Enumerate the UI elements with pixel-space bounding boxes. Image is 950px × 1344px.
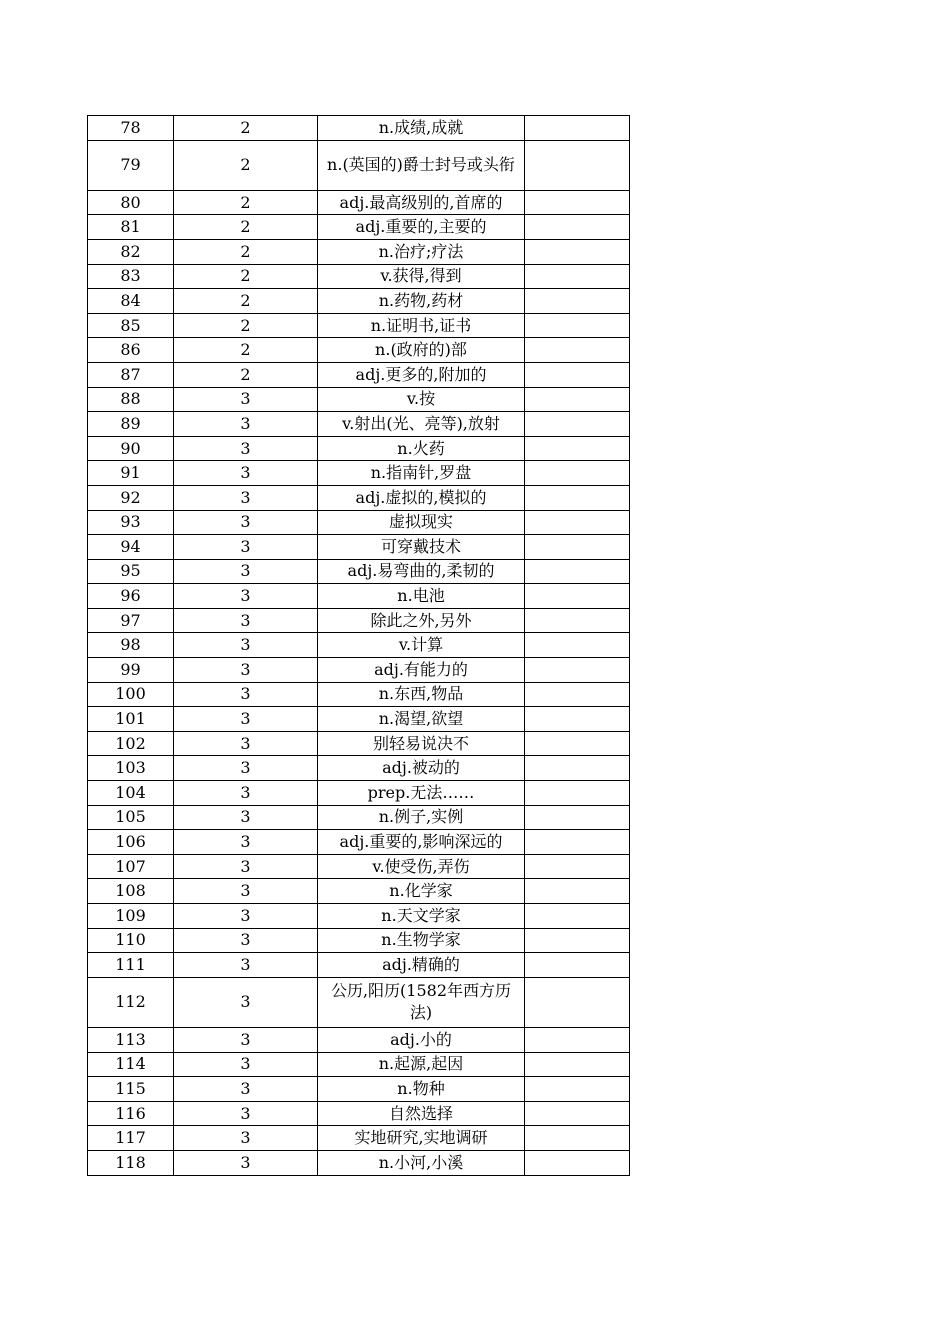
blank-cell bbox=[525, 116, 630, 141]
table-row bbox=[88, 1077, 630, 1102]
unit-cell: 3 bbox=[174, 731, 318, 756]
unit-cell: 3 bbox=[174, 510, 318, 535]
blank-cell bbox=[525, 1027, 630, 1052]
row-number-cell: 88 bbox=[88, 387, 174, 412]
unit-cell: 2 bbox=[174, 140, 318, 190]
blank-cell bbox=[525, 1101, 630, 1126]
unit-cell: 3 bbox=[174, 633, 318, 658]
meaning-cell: n.药物,药材 bbox=[318, 289, 525, 314]
unit-cell: 3 bbox=[174, 387, 318, 412]
unit-cell: 3 bbox=[174, 658, 318, 683]
table-row bbox=[88, 633, 630, 658]
row-number-cell: 90 bbox=[88, 436, 174, 461]
meaning-cell: adj.最高级别的,首席的 bbox=[318, 190, 525, 215]
unit-cell: 2 bbox=[174, 313, 318, 338]
blank-cell bbox=[525, 658, 630, 683]
table-row bbox=[88, 658, 630, 683]
table-row bbox=[88, 313, 630, 338]
blank-cell bbox=[525, 510, 630, 535]
unit-cell: 3 bbox=[174, 928, 318, 953]
table-row bbox=[88, 559, 630, 584]
meaning-cell: n.物种 bbox=[318, 1077, 525, 1102]
row-number-cell: 115 bbox=[88, 1077, 174, 1102]
blank-cell bbox=[525, 1077, 630, 1102]
blank-cell bbox=[525, 436, 630, 461]
blank-cell bbox=[525, 904, 630, 929]
row-number-cell: 79 bbox=[88, 140, 174, 190]
table-row bbox=[88, 1126, 630, 1151]
row-number-cell: 92 bbox=[88, 485, 174, 510]
meaning-cell: n.证明书,证书 bbox=[318, 313, 525, 338]
blank-cell bbox=[525, 756, 630, 781]
vocabulary-table bbox=[87, 115, 630, 1176]
table-row bbox=[88, 1150, 630, 1175]
unit-cell: 3 bbox=[174, 830, 318, 855]
table-row bbox=[88, 412, 630, 437]
meaning-cell: adj.有能力的 bbox=[318, 658, 525, 683]
row-number-cell: 87 bbox=[88, 362, 174, 387]
row-number-cell: 80 bbox=[88, 190, 174, 215]
unit-cell: 3 bbox=[174, 584, 318, 609]
meaning-cell: 实地研究,实地调研 bbox=[318, 1126, 525, 1151]
meaning-cell: 除此之外,另外 bbox=[318, 608, 525, 633]
meaning-cell: n.天文学家 bbox=[318, 904, 525, 929]
blank-cell bbox=[525, 682, 630, 707]
unit-cell: 3 bbox=[174, 1126, 318, 1151]
blank-cell bbox=[525, 707, 630, 732]
table-row bbox=[88, 362, 630, 387]
table-row bbox=[88, 239, 630, 264]
unit-cell: 3 bbox=[174, 756, 318, 781]
meaning-cell: 虚拟现实 bbox=[318, 510, 525, 535]
row-number-cell: 117 bbox=[88, 1126, 174, 1151]
unit-cell: 2 bbox=[174, 215, 318, 240]
table-row bbox=[88, 731, 630, 756]
row-number-cell: 113 bbox=[88, 1027, 174, 1052]
row-number-cell: 103 bbox=[88, 756, 174, 781]
unit-cell: 3 bbox=[174, 1150, 318, 1175]
table-row bbox=[88, 830, 630, 855]
unit-cell: 3 bbox=[174, 436, 318, 461]
unit-cell: 3 bbox=[174, 781, 318, 806]
unit-cell: 3 bbox=[174, 977, 318, 1027]
blank-cell bbox=[525, 928, 630, 953]
row-number-cell: 112 bbox=[88, 977, 174, 1027]
row-number-cell: 81 bbox=[88, 215, 174, 240]
meaning-cell: 可穿戴技术 bbox=[318, 535, 525, 560]
table-row bbox=[88, 116, 630, 141]
unit-cell: 3 bbox=[174, 1101, 318, 1126]
meaning-cell: adj.重要的,影响深远的 bbox=[318, 830, 525, 855]
meaning-cell: n.(英国的)爵士封号或头衔 bbox=[318, 140, 525, 190]
unit-cell: 3 bbox=[174, 953, 318, 978]
meaning-cell: adj.虚拟的,模拟的 bbox=[318, 485, 525, 510]
table-row bbox=[88, 707, 630, 732]
blank-cell bbox=[525, 264, 630, 289]
blank-cell bbox=[525, 387, 630, 412]
row-number-cell: 96 bbox=[88, 584, 174, 609]
blank-cell bbox=[525, 485, 630, 510]
meaning-cell: 自然选择 bbox=[318, 1101, 525, 1126]
unit-cell: 2 bbox=[174, 190, 318, 215]
table-row bbox=[88, 854, 630, 879]
table-row bbox=[88, 264, 630, 289]
table-row bbox=[88, 879, 630, 904]
row-number-cell: 85 bbox=[88, 313, 174, 338]
meaning-cell: n.小河,小溪 bbox=[318, 1150, 525, 1175]
table-row bbox=[88, 215, 630, 240]
meaning-cell: 别轻易说决不 bbox=[318, 731, 525, 756]
row-number-cell: 97 bbox=[88, 608, 174, 633]
unit-cell: 3 bbox=[174, 1027, 318, 1052]
unit-cell: 3 bbox=[174, 805, 318, 830]
unit-cell: 3 bbox=[174, 608, 318, 633]
table-row bbox=[88, 510, 630, 535]
row-number-cell: 116 bbox=[88, 1101, 174, 1126]
blank-cell bbox=[525, 338, 630, 363]
table-row bbox=[88, 682, 630, 707]
unit-cell: 3 bbox=[174, 535, 318, 560]
blank-cell bbox=[525, 313, 630, 338]
table-row bbox=[88, 461, 630, 486]
blank-cell bbox=[525, 731, 630, 756]
row-number-cell: 100 bbox=[88, 682, 174, 707]
unit-cell: 3 bbox=[174, 1077, 318, 1102]
row-number-cell: 95 bbox=[88, 559, 174, 584]
table-row bbox=[88, 1052, 630, 1077]
row-number-cell: 106 bbox=[88, 830, 174, 855]
table-row bbox=[88, 190, 630, 215]
table-row bbox=[88, 535, 630, 560]
blank-cell bbox=[525, 830, 630, 855]
table-row bbox=[88, 928, 630, 953]
table-row bbox=[88, 977, 630, 1027]
row-number-cell: 110 bbox=[88, 928, 174, 953]
row-number-cell: 111 bbox=[88, 953, 174, 978]
table-row bbox=[88, 289, 630, 314]
blank-cell bbox=[525, 584, 630, 609]
row-number-cell: 118 bbox=[88, 1150, 174, 1175]
blank-cell bbox=[525, 559, 630, 584]
row-number-cell: 101 bbox=[88, 707, 174, 732]
blank-cell bbox=[525, 412, 630, 437]
blank-cell bbox=[525, 140, 630, 190]
unit-cell: 3 bbox=[174, 1052, 318, 1077]
row-number-cell: 84 bbox=[88, 289, 174, 314]
blank-cell bbox=[525, 1052, 630, 1077]
blank-cell bbox=[525, 633, 630, 658]
meaning-cell: n.化学家 bbox=[318, 879, 525, 904]
meaning-cell: prep.无法…… bbox=[318, 781, 525, 806]
row-number-cell: 82 bbox=[88, 239, 174, 264]
unit-cell: 2 bbox=[174, 116, 318, 141]
unit-cell: 3 bbox=[174, 412, 318, 437]
unit-cell: 2 bbox=[174, 289, 318, 314]
unit-cell: 2 bbox=[174, 239, 318, 264]
blank-cell bbox=[525, 879, 630, 904]
table-row bbox=[88, 140, 630, 190]
meaning-cell: v.计算 bbox=[318, 633, 525, 658]
meaning-cell: n.例子,实例 bbox=[318, 805, 525, 830]
blank-cell bbox=[525, 239, 630, 264]
row-number-cell: 86 bbox=[88, 338, 174, 363]
row-number-cell: 105 bbox=[88, 805, 174, 830]
unit-cell: 3 bbox=[174, 682, 318, 707]
unit-cell: 3 bbox=[174, 461, 318, 486]
row-number-cell: 108 bbox=[88, 879, 174, 904]
table-row bbox=[88, 436, 630, 461]
unit-cell: 3 bbox=[174, 854, 318, 879]
blank-cell bbox=[525, 461, 630, 486]
meaning-cell: n.成绩,成就 bbox=[318, 116, 525, 141]
unit-cell: 3 bbox=[174, 485, 318, 510]
meaning-cell: v.使受伤,弄伤 bbox=[318, 854, 525, 879]
table-row bbox=[88, 387, 630, 412]
meaning-cell: adj.精确的 bbox=[318, 953, 525, 978]
row-number-cell: 98 bbox=[88, 633, 174, 658]
row-number-cell: 89 bbox=[88, 412, 174, 437]
unit-cell: 3 bbox=[174, 707, 318, 732]
meaning-cell: adj.重要的,主要的 bbox=[318, 215, 525, 240]
table-row bbox=[88, 805, 630, 830]
row-number-cell: 104 bbox=[88, 781, 174, 806]
row-number-cell: 109 bbox=[88, 904, 174, 929]
table-row bbox=[88, 338, 630, 363]
unit-cell: 2 bbox=[174, 338, 318, 363]
blank-cell bbox=[525, 362, 630, 387]
unit-cell: 3 bbox=[174, 879, 318, 904]
row-number-cell: 83 bbox=[88, 264, 174, 289]
table-row bbox=[88, 485, 630, 510]
blank-cell bbox=[525, 190, 630, 215]
meaning-cell: n.火药 bbox=[318, 436, 525, 461]
blank-cell bbox=[525, 805, 630, 830]
unit-cell: 3 bbox=[174, 559, 318, 584]
meaning-cell: v.射出(光、亮等),放射 bbox=[318, 412, 525, 437]
unit-cell: 2 bbox=[174, 362, 318, 387]
meaning-cell: v.按 bbox=[318, 387, 525, 412]
blank-cell bbox=[525, 535, 630, 560]
table-row bbox=[88, 904, 630, 929]
meaning-cell: n.起源,起因 bbox=[318, 1052, 525, 1077]
meaning-cell: adj.被动的 bbox=[318, 756, 525, 781]
blank-cell bbox=[525, 781, 630, 806]
row-number-cell: 107 bbox=[88, 854, 174, 879]
meaning-cell: n.(政府的)部 bbox=[318, 338, 525, 363]
meaning-cell: n.生物学家 bbox=[318, 928, 525, 953]
row-number-cell: 99 bbox=[88, 658, 174, 683]
meaning-cell: v.获得,得到 bbox=[318, 264, 525, 289]
row-number-cell: 93 bbox=[88, 510, 174, 535]
blank-cell bbox=[525, 977, 630, 1027]
unit-cell: 3 bbox=[174, 904, 318, 929]
meaning-cell: n.指南针,罗盘 bbox=[318, 461, 525, 486]
table-row bbox=[88, 781, 630, 806]
blank-cell bbox=[525, 854, 630, 879]
unit-cell: 2 bbox=[174, 264, 318, 289]
blank-cell bbox=[525, 1150, 630, 1175]
blank-cell bbox=[525, 1126, 630, 1151]
row-number-cell: 94 bbox=[88, 535, 174, 560]
meaning-cell: n.渴望,欲望 bbox=[318, 707, 525, 732]
row-number-cell: 102 bbox=[88, 731, 174, 756]
blank-cell bbox=[525, 953, 630, 978]
blank-cell bbox=[525, 215, 630, 240]
meaning-cell: 公历,阳历(1582年西方历法) bbox=[318, 977, 525, 1027]
table-row bbox=[88, 608, 630, 633]
blank-cell bbox=[525, 289, 630, 314]
table-row bbox=[88, 584, 630, 609]
meaning-cell: adj.易弯曲的,柔韧的 bbox=[318, 559, 525, 584]
table-row bbox=[88, 1101, 630, 1126]
meaning-cell: n.东西,物品 bbox=[318, 682, 525, 707]
row-number-cell: 114 bbox=[88, 1052, 174, 1077]
vocabulary-table-body bbox=[88, 116, 630, 1176]
meaning-cell: n.治疗;疗法 bbox=[318, 239, 525, 264]
table-row bbox=[88, 756, 630, 781]
blank-cell bbox=[525, 608, 630, 633]
meaning-cell: n.电池 bbox=[318, 584, 525, 609]
meaning-cell: adj.更多的,附加的 bbox=[318, 362, 525, 387]
table-row bbox=[88, 953, 630, 978]
row-number-cell: 78 bbox=[88, 116, 174, 141]
row-number-cell: 91 bbox=[88, 461, 174, 486]
meaning-cell: adj.小的 bbox=[318, 1027, 525, 1052]
table-row bbox=[88, 1027, 630, 1052]
